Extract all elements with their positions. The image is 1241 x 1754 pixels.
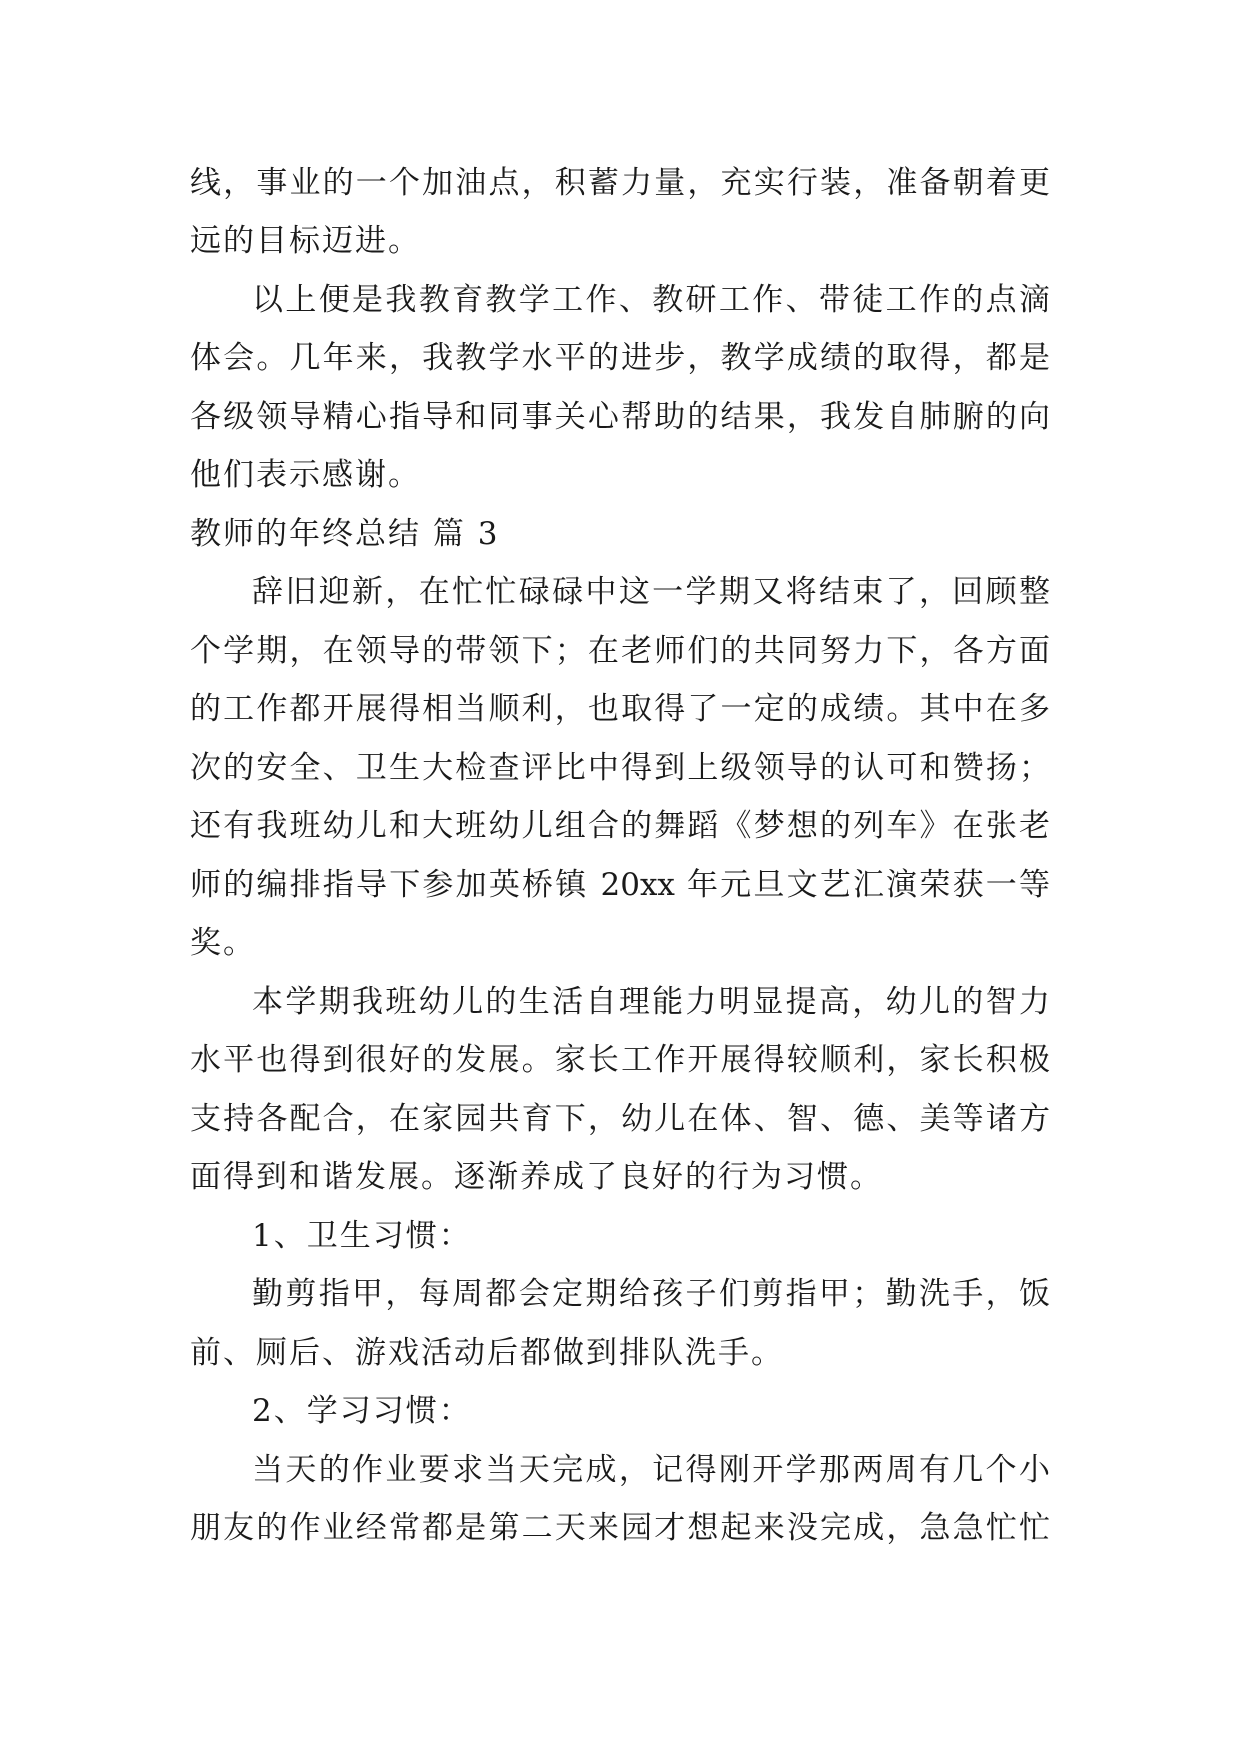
text-line: 本学期我班幼儿的生活自理能力明显提高，幼儿的智力 xyxy=(252,984,1050,1020)
text-line: 水平也得到很好的发展。家长工作开展得较顺利，家长积极 xyxy=(190,1042,1050,1078)
text-line: 线，事业的一个加油点，积蓄力量，充实行装，准备朝着更 xyxy=(190,165,1050,201)
text-line: 以上便是我教育教学工作、教研工作、带徒工作的点滴 xyxy=(252,282,1050,318)
text-line: 师的编排指导下参加英桥镇 20xx 年元旦文艺汇演荣获一等 xyxy=(190,867,1050,903)
text-line: 奖。 xyxy=(190,925,256,961)
text-line: 前、厕后、游戏活动后都做到排队洗手。 xyxy=(190,1335,784,1371)
text-line: 还有我班幼儿和大班幼儿组合的舞蹈《梦想的列车》在张老 xyxy=(190,808,1050,844)
list-item-heading: 1、卫生习惯： xyxy=(252,1218,472,1254)
text-line: 远的目标迈进。 xyxy=(190,223,421,259)
text-line: 他们表示感谢。 xyxy=(190,457,421,493)
text-line: 面得到和谐发展。逐渐养成了良好的行为习惯。 xyxy=(190,1159,883,1195)
text-line: 当天的作业要求当天完成，记得刚开学那两周有几个小 xyxy=(252,1452,1050,1488)
text-line: 个学期，在领导的带领下；在老师们的共同努力下，各方面 xyxy=(190,633,1050,669)
text-line: 的工作都开展得相当顺利，也取得了一定的成绩。其中在多 xyxy=(190,691,1050,727)
text-line: 体会。几年来，我教学水平的进步，教学成绩的取得，都是 xyxy=(190,340,1050,376)
text-line: 辞旧迎新，在忙忙碌碌中这一学期又将结束了，回顾整 xyxy=(252,574,1050,610)
text-line: 各级领导精心指导和同事关心帮助的结果，我发自肺腑的向 xyxy=(190,399,1050,435)
text-line: 次的安全、卫生大检查评比中得到上级领导的认可和赞扬； xyxy=(190,750,1050,786)
text-line: 朋友的作业经常都是第二天来园才想起来没完成，急急忙忙 xyxy=(190,1510,1050,1546)
section-heading: 教师的年终总结 篇 3 xyxy=(190,516,500,552)
list-item-heading: 2、学习习惯： xyxy=(252,1393,472,1429)
text-line: 勤剪指甲，每周都会定期给孩子们剪指甲；勤洗手，饭 xyxy=(252,1276,1050,1312)
text-line: 支持各配合，在家园共育下，幼儿在体、智、德、美等诸方 xyxy=(190,1101,1050,1137)
